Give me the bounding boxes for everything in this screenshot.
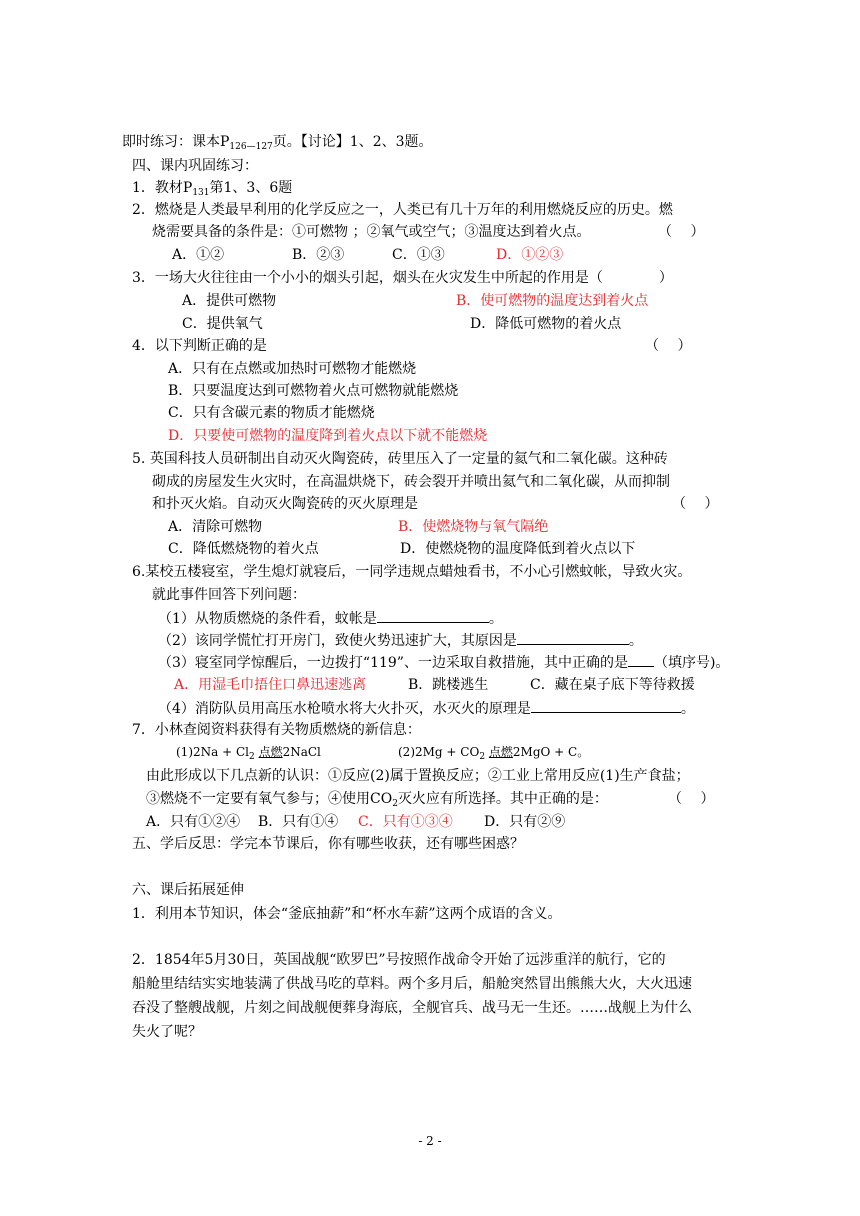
q7-eq1-product: 2NaCl	[282, 745, 321, 759]
q7-eq1-reactants: (1)2Na + Cl	[176, 745, 249, 759]
section6-q2-line1: 2．1854年5月30日，英国战舰“欧罗巴”号按照作战命令开始了远涉重洋的航行，它的	[132, 952, 666, 968]
q1-sub: 131	[192, 188, 210, 198]
q6-sub2-answer-blank[interactable]	[517, 630, 629, 645]
q6-sub2	[158, 630, 643, 652]
q6-option-b: B．跳楼逃生	[408, 677, 489, 693]
q5-option-b-answer: B．使燃烧物与氧气隔绝	[398, 519, 549, 535]
q7-eq1-condition: 点燃	[258, 745, 283, 759]
q4-option-c: C．只有含碳元素的物质才能燃烧	[168, 405, 375, 421]
q6-option-a-answer: A．用湿毛巾捂住口鼻迅速逃离	[174, 677, 367, 693]
q3-option-a: A．提供可燃物	[182, 293, 277, 309]
section6-q2-line3: 吞没了整艘战舰，片刻之间战舰便葬身海底，全舰官兵、战马无一生还。……战舰上为什么	[132, 1000, 692, 1016]
q7-option-d: D．只有②⑨	[484, 814, 566, 830]
q6-sub2-text: （2）该同学慌忙打开房门，致使火势迅速扩大，其原因是	[158, 633, 517, 649]
q5-line1: 5. 英国科技人员研制出自动灭火陶瓷砖，砖里压入了一定量的氦气和二氧化碳。这种砖	[132, 451, 668, 467]
q5-option-d: D．使燃烧物的温度降低到着火点以下	[400, 541, 636, 557]
q7-eq1-sub: 2	[249, 752, 255, 762]
q3-stem: 3．一场大火往往由一个小小的烟头引起，烟头在火灾发生中所起的作用是（ ）	[132, 270, 673, 286]
q1-suffix: 第1、3、6题	[209, 180, 293, 196]
q6-sub4-text: （4）消防队员用高压水枪喷水将大火扑灭，水灭火的原理是	[158, 701, 531, 717]
q6-line1: 6.某校五楼寝室，学生熄灯就寝后，一同学违规点蜡烛看书，不小心引燃蚊帐，导致火灾。	[132, 564, 692, 580]
q6-sub3	[158, 652, 729, 674]
q1-prefix: 1．教材P	[132, 180, 193, 196]
section4-title: 四、课内巩固练习：	[132, 158, 258, 174]
practice-line	[122, 132, 433, 154]
q6-sub4-answer-blank[interactable]	[531, 698, 681, 713]
q1-line	[132, 178, 292, 200]
q7-option-a: A．只有①②④	[146, 814, 241, 830]
section5-title: 五、学后反思：学完本节课后，你有哪些收获，还有哪些困惑？	[132, 836, 524, 852]
q7-option-b: B．只有①④	[258, 814, 339, 830]
q2-option-b: B．②③	[292, 247, 345, 263]
q2-option-d-answer: D．①②③	[496, 247, 564, 263]
q4-stem: 4．以下判断正确的是	[132, 338, 267, 354]
q7-line3-part1: ③燃烧不一定要有氧气参与；④使用CO	[146, 791, 393, 807]
q6-sub4	[158, 698, 695, 720]
q4-option-d-answer: D．只要使可燃物的温度降到着火点以下就不能燃烧	[168, 428, 488, 444]
q7-eq2-condition: 点燃	[488, 745, 513, 759]
q6-option-c: C．藏在桌子底下等待救援	[530, 677, 695, 693]
q3-option-c: C．提供氧气	[182, 316, 263, 332]
practice-range: 126—127	[229, 142, 273, 152]
practice-suffix: 页。【讨论】1、2、3题。	[272, 134, 433, 150]
q7-line3-sub: 2	[392, 799, 398, 809]
q3-option-b-answer: B．使可燃物的温度达到着火点	[456, 293, 649, 309]
q6-sub1-end: 。	[488, 611, 503, 627]
q4-paren: （ ）	[645, 338, 692, 354]
q7-eq2-product: 2MgO + C。	[512, 745, 590, 759]
q5-line2: 砌成的房屋发生火灾时，在高温烘烧下，砖会裂开并喷出氦气和二氧化碳，从而抑制	[152, 474, 670, 490]
q7-line2: 由此形成以下几点新的认识：①反应(2)属于置换反应；②工业上常用反应(1)生产食盐；	[146, 768, 690, 784]
q5-option-c: C．降低燃烧物的着火点	[168, 541, 319, 557]
q6-sub4-end: 。	[680, 701, 695, 717]
q7-stem: 7．小林查阅资料获得有关物质燃烧的新信息：	[132, 722, 421, 738]
section6-title: 六、课后拓展延伸	[132, 882, 244, 898]
q2-line2: 烧需要具备的条件是：①可燃物 ；②氧气或空气；③温度达到着火点。	[152, 224, 591, 240]
section6-q2-line4: 失火了呢？	[132, 1024, 202, 1040]
practice-prefix: 即时练习：课本P	[122, 134, 230, 150]
q4-option-b: B．只要温度达到可燃物着火点可燃物就能燃烧	[168, 383, 459, 399]
q2-line1: 2．燃烧是人类最早利用的化学反应之一，人类已有几十万年的利用燃烧反应的历史。燃	[132, 202, 673, 218]
q6-sub2-end: 。	[628, 633, 643, 649]
q7-eq2-sub: 2	[479, 752, 486, 762]
q6-sub3-answer-blank[interactable]	[628, 652, 654, 667]
q7-eq2-reactants: (2)2Mg + CO	[398, 745, 480, 759]
q6-sub1-answer-blank[interactable]	[377, 608, 489, 623]
section6-q2-line2: 船舱里结结实实地装满了供战马吃的草料。两个多月后，船舱突然冒出熊熊大火，大火迅速	[132, 976, 692, 992]
q7-line3	[146, 789, 608, 811]
q2-paren: （ ）	[658, 224, 705, 240]
q5-paren: （ ）	[672, 496, 719, 512]
q6-sub1-text: （1）从物质燃烧的条件看，蚊帐是	[158, 611, 377, 627]
section6-q1: 1．利用本节知识，体会“釜底抽薪”和“杯水车薪”这两个成语的含义。	[132, 906, 562, 922]
q2-option-a: A．①②	[172, 247, 225, 263]
q6-sub1	[158, 608, 503, 630]
q5-option-a: A．清除可燃物	[168, 519, 263, 535]
q7-equation-2	[398, 742, 589, 764]
q7-equation-1	[176, 742, 321, 764]
q6-sub3-end: （填序号)。	[653, 655, 730, 671]
q7-option-c-answer: C．只有①③④	[358, 814, 453, 830]
page-number: - 2 -	[418, 1134, 442, 1148]
q6-line2: 就此事件回答下列问题：	[152, 587, 306, 603]
q4-option-a: A．只有在点燃或加热时可燃物才能燃烧	[168, 361, 417, 377]
q5-line3: 和扑灭火焰。自动灭火陶瓷砖的灭火原理是	[152, 496, 418, 512]
q3-option-d: D．降低可燃物的着火点	[470, 316, 622, 332]
q6-sub3-text: （3）寝室同学惊醒后，一边拨打“119”、一边采取自救措施，其中正确的是	[158, 655, 628, 671]
q2-option-c: C．①③	[392, 247, 445, 263]
q7-paren: （ ）	[668, 791, 715, 807]
q7-line3-part2: 灭火应有所选择。其中正确的是：	[397, 791, 608, 807]
